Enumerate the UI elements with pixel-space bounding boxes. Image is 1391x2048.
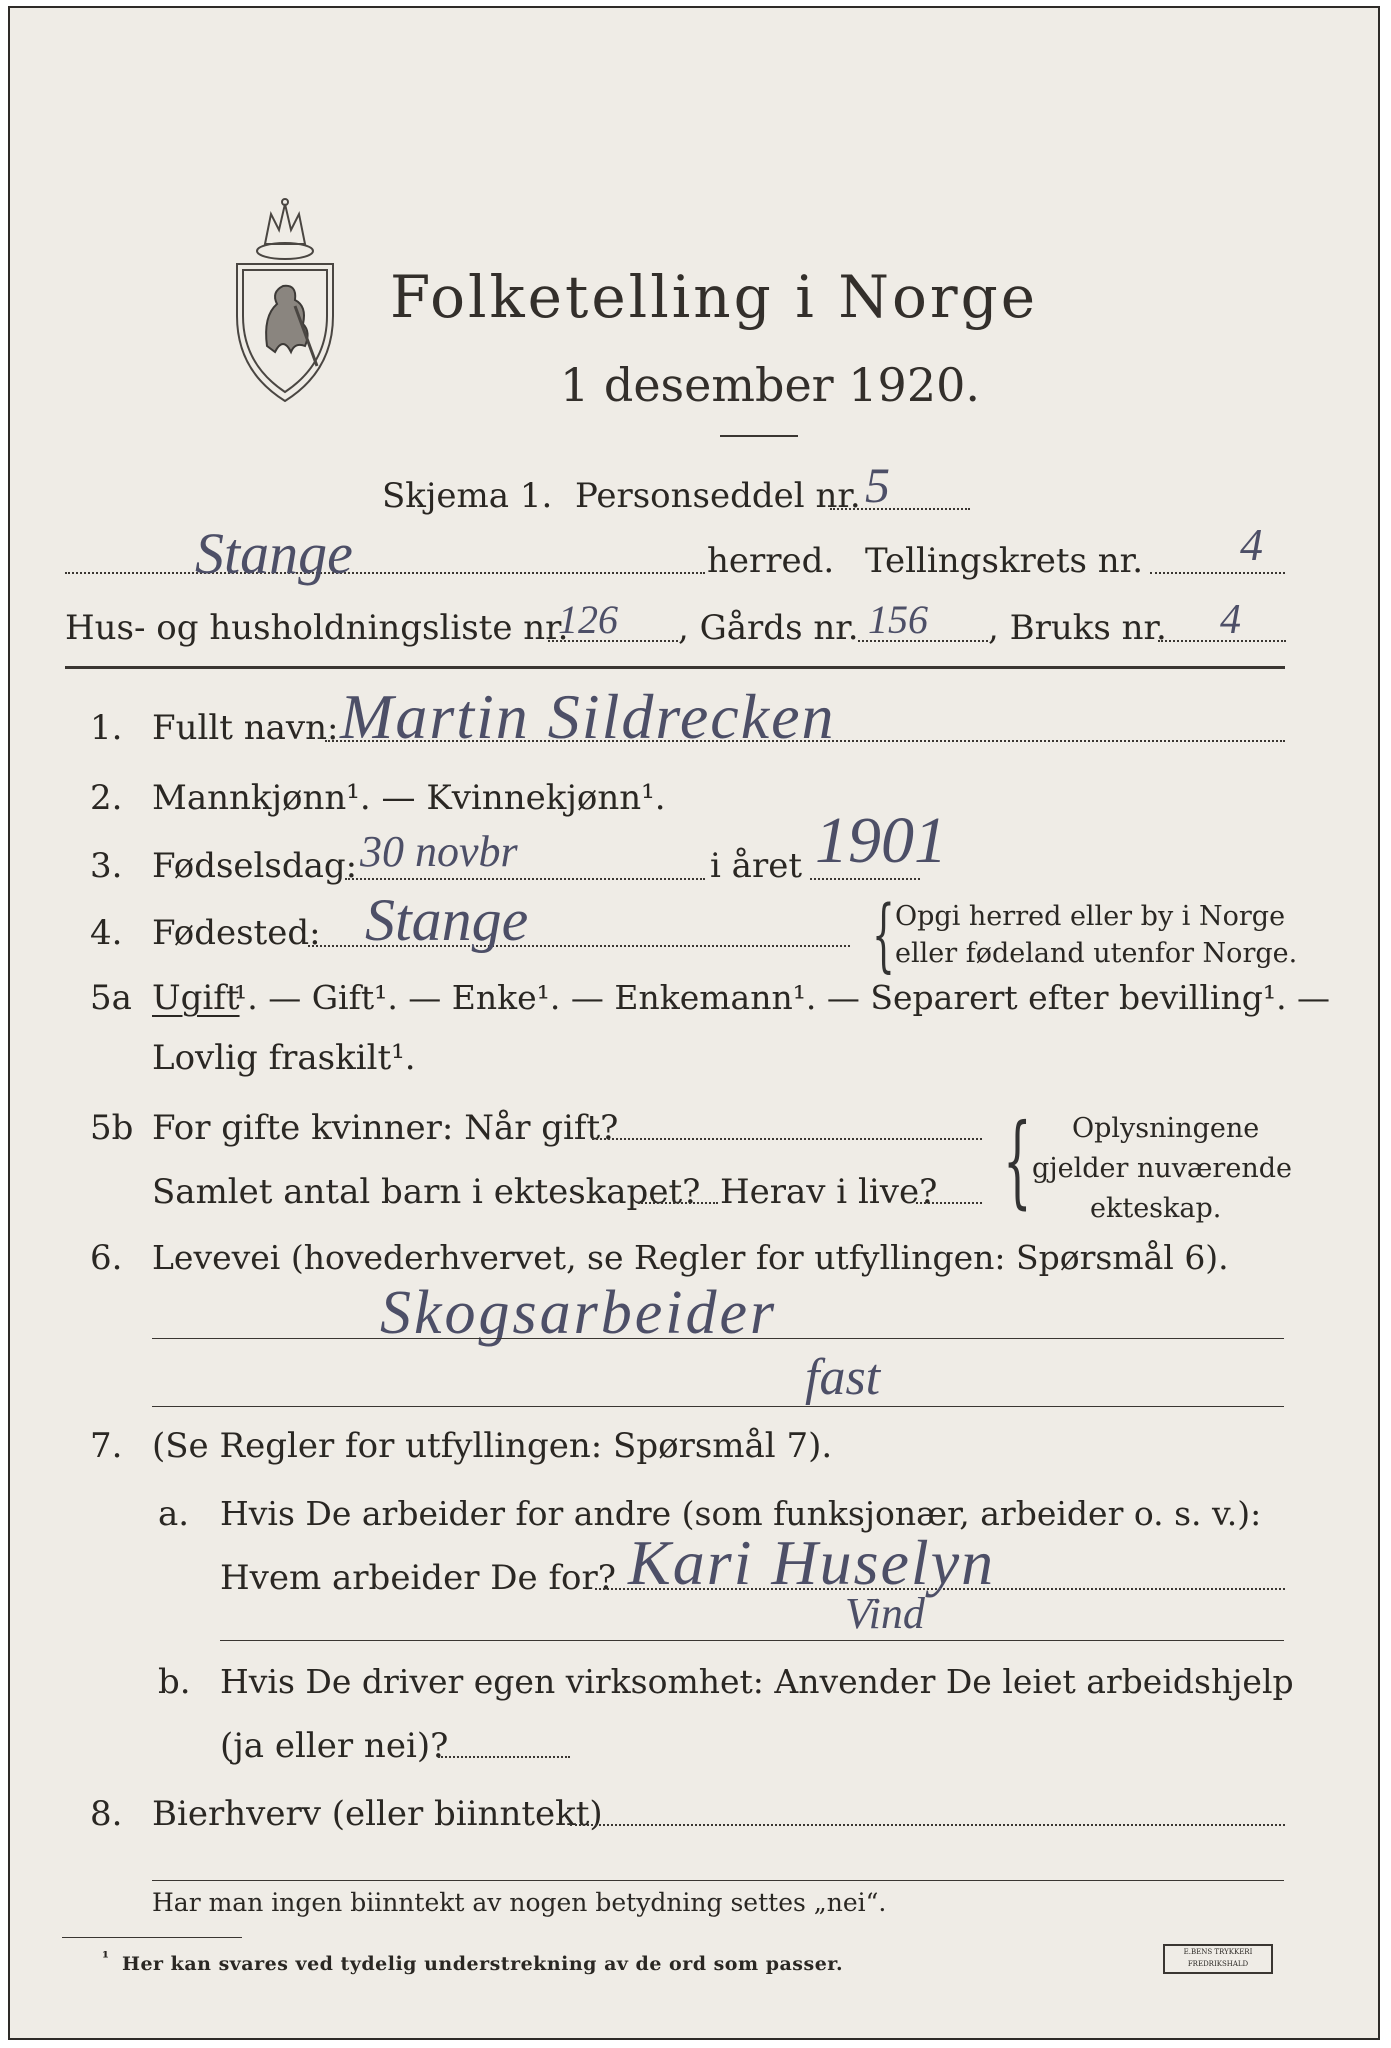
- q8-field-line: [570, 1824, 1285, 1826]
- tellingskrets-value[interactable]: 4: [1240, 519, 1263, 570]
- q8-number: 8.: [90, 1794, 123, 1834]
- q4-brace: {: [872, 888, 895, 981]
- q6-field-line-2: [152, 1406, 1284, 1407]
- q5b-brace: {: [1003, 1102, 1032, 1219]
- q5b-note-line3: ekteskap.: [1090, 1193, 1222, 1224]
- form-title: Folketelling i Norge: [390, 263, 1039, 331]
- herred-label: herred.: [707, 541, 835, 581]
- gards-label: , Gårds nr.: [678, 608, 859, 648]
- q5b-married-field-line: [592, 1138, 982, 1140]
- personseddel-value[interactable]: 5: [865, 457, 890, 513]
- skjema-label: Skjema 1.: [382, 476, 553, 516]
- q5b-children-label: Samlet antal barn i ekteskapet?: [152, 1172, 701, 1212]
- q4-value[interactable]: Stange: [365, 887, 529, 953]
- q5b-alive-label: Herav i live?: [720, 1172, 938, 1212]
- footer-note: Har man ingen biinntekt av nogen betydning settes „nei“.: [152, 1888, 887, 1917]
- q3-label: Fødselsdag:: [152, 846, 358, 886]
- q2-number: 2.: [90, 778, 123, 818]
- q4-note-line1: Opgi herred eller by i Norge: [895, 901, 1286, 932]
- printer-stamp-line2: FREDRIKSHALD: [1187, 1960, 1249, 1968]
- q7b-line1: Hvis De driver egen virksomhet: Anvender De leiet arbeidshjelp: [220, 1662, 1294, 1701]
- q3-number: 3.: [90, 846, 123, 886]
- q4-note-line2: eller fødeland utenfor Norge.: [895, 938, 1298, 969]
- q7a-field-line-2: [220, 1640, 1284, 1641]
- q5b-alive-field-line: [916, 1202, 982, 1204]
- q5b-married-label: For gifte kvinner: Når gift?: [152, 1108, 619, 1148]
- gards-value[interactable]: 156: [868, 597, 928, 642]
- q8-field-line-2: [152, 1880, 1284, 1881]
- q5a-number: 5a: [90, 978, 132, 1018]
- q5b-children-field-line: [638, 1202, 718, 1204]
- q5a-ugift: Ugift: [152, 978, 240, 1018]
- q1-number: 1.: [90, 708, 123, 748]
- census-form: [8, 6, 1380, 2040]
- q7-label: (Se Regler for utfyllingen: Spørsmål 7).: [152, 1426, 833, 1466]
- tellingskrets-label: Tellingskrets nr.: [865, 541, 1144, 581]
- title-divider: [720, 435, 798, 437]
- q7b-line2: (ja eller nei)?: [220, 1726, 449, 1766]
- q3-day-value[interactable]: 30 novbr: [360, 827, 518, 876]
- form-date: 1 desember 1920.: [560, 358, 980, 412]
- q4-label: Fødested:: [152, 913, 321, 953]
- hus-label: Hus- og husholdningsliste nr.: [65, 608, 569, 648]
- printer-stamp-line1: E.BENS TRYKKERI: [1183, 1948, 1253, 1956]
- q2-label: Mannkjønn¹. — Kvinnekjønn¹.: [152, 778, 666, 818]
- footnote-text: Her kan svares ved tydelig understrekning av de ord som passer.: [122, 1953, 844, 1975]
- q7b-field-line: [438, 1756, 570, 1758]
- hus-value[interactable]: 126: [558, 597, 618, 642]
- q1-label: Fullt navn:: [152, 708, 339, 748]
- q5a-options: ¹. — Gift¹. — Enke¹. — Enkemann¹. — Separert efter bevilling¹. —: [234, 978, 1331, 1017]
- q7a-letter: a.: [158, 1494, 190, 1534]
- q7a-value[interactable]: Kari Huselyn: [628, 1527, 996, 1598]
- herred-value[interactable]: Stange: [195, 521, 353, 586]
- q5b-number: 5b: [90, 1108, 134, 1148]
- herred-field-line: [65, 572, 705, 574]
- q5b-note-line2: gjelder nuværende: [1032, 1153, 1292, 1184]
- q7-number: 7.: [90, 1426, 123, 1466]
- header-divider: [65, 666, 1285, 669]
- footnote-divider: [62, 1937, 242, 1938]
- q1-value[interactable]: Martin Sildrecken: [340, 681, 836, 752]
- tellingskrets-field-line: [1150, 572, 1285, 574]
- q6-value-2[interactable]: fast: [805, 1349, 881, 1406]
- q3-year-label: i året: [710, 846, 802, 886]
- footnote-mark: ¹: [102, 1948, 110, 1967]
- q7b-letter: b.: [158, 1662, 191, 1702]
- q6-label: Levevei (hovederhvervet, se Regler for utfyllingen: Spørsmål 6).: [152, 1238, 1229, 1277]
- q6-field-line-1: [152, 1338, 1284, 1339]
- q7a-line2: Hvem arbeider De for?: [220, 1558, 616, 1598]
- personseddel-field-line: [830, 508, 970, 510]
- q6-number: 6.: [90, 1238, 123, 1278]
- q3-day-field-line: [345, 878, 705, 880]
- q7a-value-2[interactable]: Vind: [845, 1589, 925, 1638]
- bruks-label: , Bruks nr.: [988, 608, 1167, 648]
- personseddel-label: Personseddel nr.: [575, 476, 861, 516]
- q5a-line2: Lovlig fraskilt¹.: [152, 1038, 416, 1078]
- q8-label: Bierhverv (eller biinntekt): [152, 1794, 603, 1834]
- printer-stamp: [1163, 1944, 1273, 1974]
- bruks-value[interactable]: 4: [1220, 597, 1241, 643]
- q6-value[interactable]: Skogsarbeider: [380, 1279, 778, 1347]
- q7a-line1: Hvis De arbeider for andre (som funksjonær, arbeider o. s. v.):: [220, 1494, 1262, 1533]
- coat-of-arms-icon: [225, 196, 345, 406]
- q3-year-value[interactable]: 1901: [815, 804, 947, 877]
- q4-number: 4.: [90, 913, 123, 953]
- q5b-note-line1: Oplysningene: [1072, 1113, 1260, 1144]
